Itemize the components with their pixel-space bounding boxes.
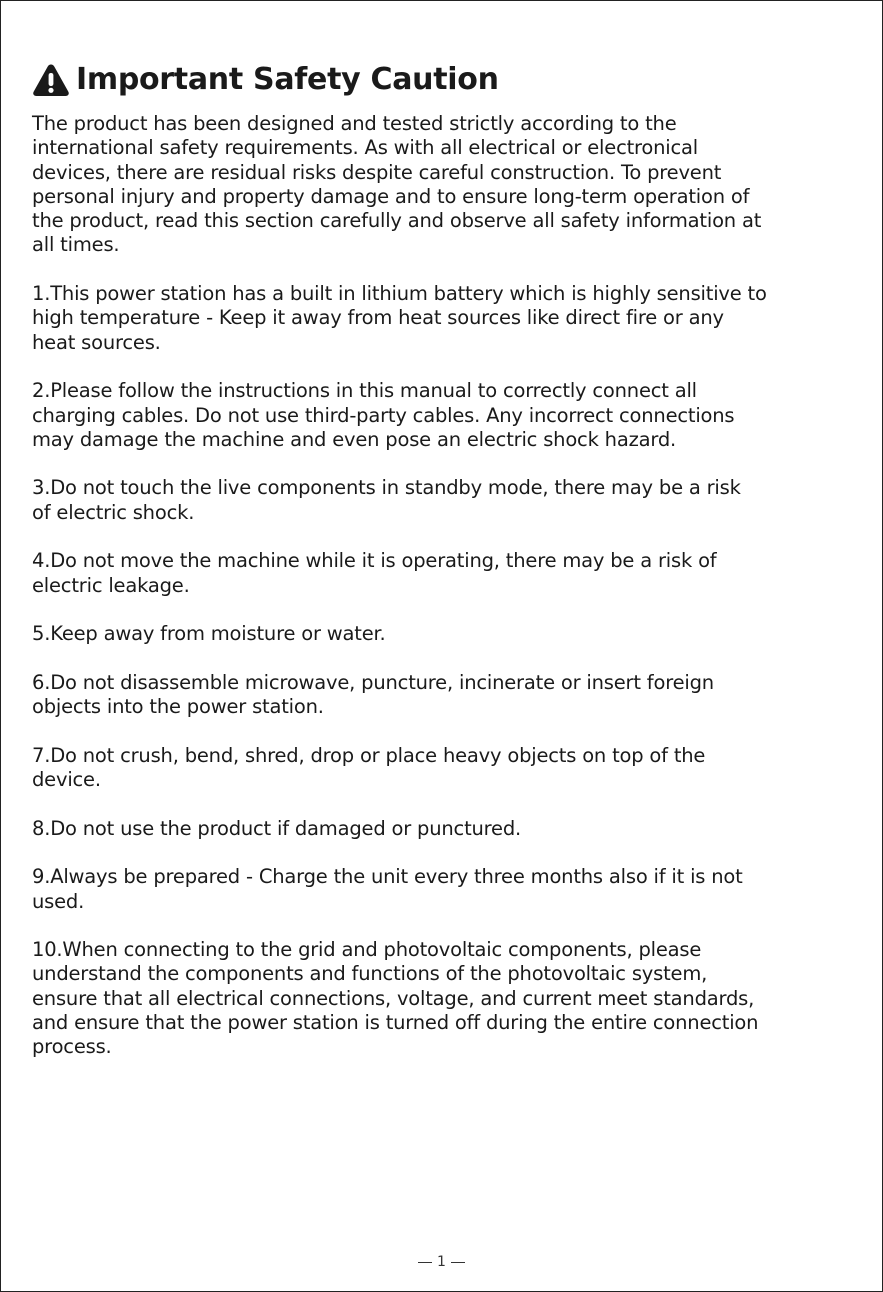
page-number-dash-right — [451, 1262, 465, 1263]
page-title: Important Safety Caution — [76, 62, 499, 97]
intro-paragraph — [32, 112, 854, 258]
text-line: understand the components and functions of the photovoltaic system, — [32, 962, 708, 986]
text-line: device. — [32, 768, 101, 792]
warning-triangle-icon — [32, 63, 70, 97]
page-number-dash-left — [418, 1262, 432, 1263]
text-line: the product, read this section carefully and observe all safety information at — [32, 209, 762, 233]
text-line: 10.When connecting to the grid and photovoltaic components, please — [32, 938, 702, 962]
text-line: 6.Do not disassemble microwave, puncture, incinerate or insert foreign — [32, 670, 714, 694]
page-number — [0, 1254, 883, 1270]
safety-item-4 — [32, 549, 854, 598]
text-line: 5.Keep away from moisture or water. — [32, 622, 386, 646]
text-line: 4.Do not move the machine while it is operating, there may be a risk of — [32, 549, 717, 573]
text-line: 9.Always be prepared - Charge the unit every three months also if it is not — [32, 865, 743, 889]
text-line: The product has been designed and tested strictly according to the — [32, 112, 677, 135]
text-line: objects into the power station. — [32, 695, 324, 719]
safety-item-1 — [32, 282, 854, 355]
text-line: may damage the machine and even pose an electric shock hazard. — [32, 427, 677, 451]
safety-item-9 — [32, 865, 854, 914]
safety-content — [32, 112, 854, 1084]
text-line: process. — [32, 1035, 112, 1059]
text-line: 8.Do not use the product if damaged or punctured. — [32, 816, 522, 840]
text-line: ensure that all electrical connections, voltage, and current meet standards, — [32, 986, 755, 1010]
title-row — [32, 62, 499, 97]
safety-item-7 — [32, 744, 854, 793]
text-line: 3.Do not touch the live components in standby mode, there may be a risk — [32, 476, 741, 500]
text-line: all times. — [32, 233, 120, 257]
text-line: devices, there are residual risks despite careful construction. To prevent — [32, 160, 722, 184]
safety-item-6 — [32, 671, 854, 720]
text-line: and ensure that the power station is turned off during the entire connection — [32, 1010, 759, 1034]
text-line: high temperature - Keep it away from heat sources like direct fire or any — [32, 306, 724, 330]
text-line: 7.Do not crush, bend, shred, drop or place heavy objects on top of the — [32, 743, 706, 767]
safety-item-8 — [32, 817, 854, 841]
text-line: charging cables. Do not use third-party cables. Any incorrect connections — [32, 403, 735, 427]
safety-item-3 — [32, 476, 854, 525]
text-line: 1.This power station has a built in lithium battery which is highly sensitive to — [32, 282, 767, 306]
text-line: 2.Please follow the instructions in this manual to correctly connect all — [32, 379, 697, 403]
text-line: used. — [32, 889, 85, 913]
text-line: personal injury and property damage and to ensure long-term operation of — [32, 184, 750, 208]
safety-item-5 — [32, 622, 854, 646]
text-line: electric leakage. — [32, 573, 190, 597]
text-line: heat sources. — [32, 330, 161, 354]
safety-item-10 — [32, 938, 854, 1059]
text-line: international safety requirements. As with all electrical or electronical — [32, 136, 699, 160]
page-number-value: 1 — [437, 1254, 446, 1270]
text-line: of electric shock. — [32, 500, 195, 524]
safety-item-2 — [32, 379, 854, 452]
